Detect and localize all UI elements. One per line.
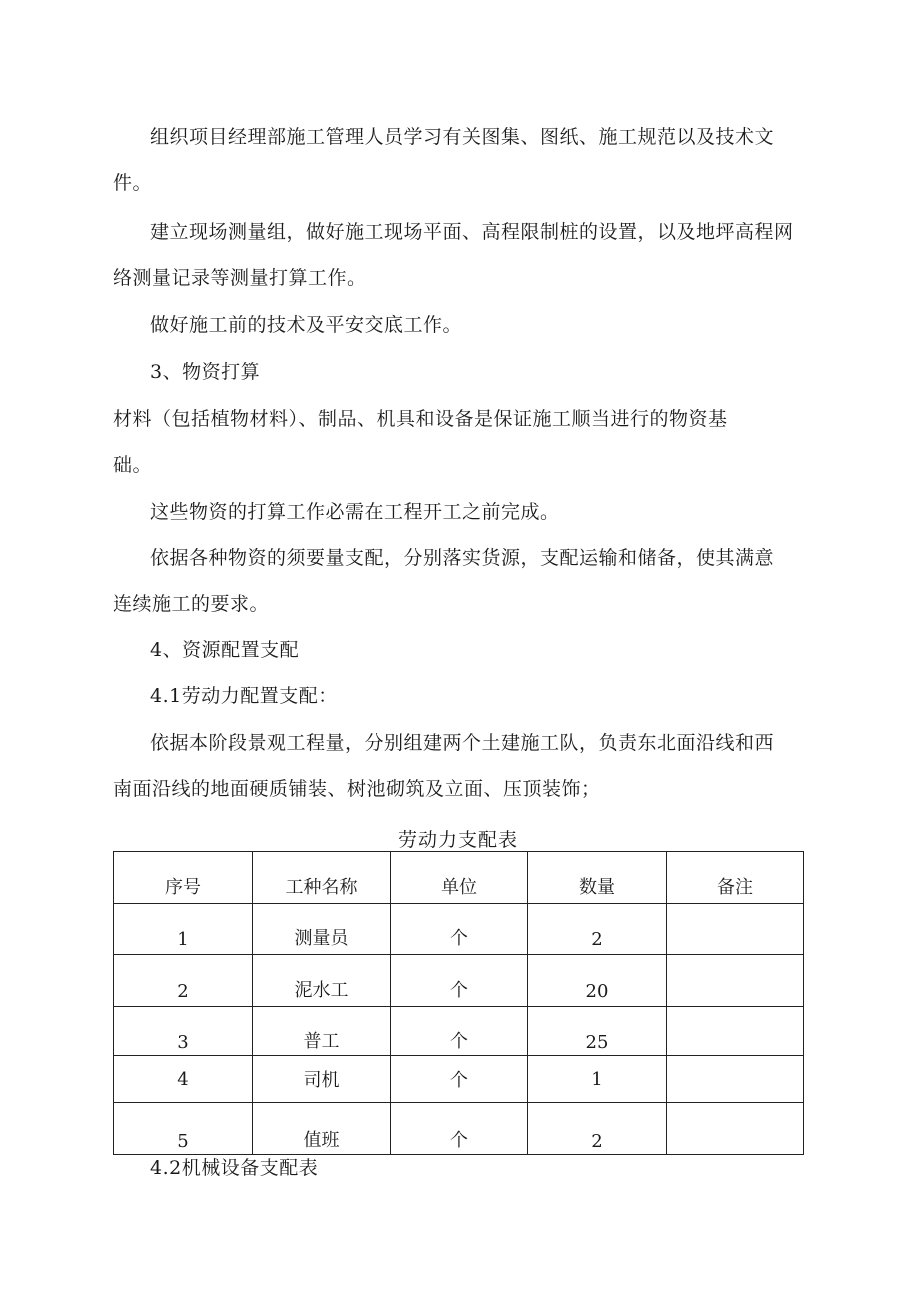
- cell-qty: 1: [528, 1056, 667, 1103]
- cell-unit: 个: [391, 1103, 528, 1155]
- cell-unit: 个: [391, 904, 528, 955]
- cell-remark: [667, 1007, 804, 1056]
- labor-table: [113, 851, 804, 1155]
- cell-trade: 值班: [253, 1103, 391, 1155]
- header-cell-remark: 备注: [667, 852, 804, 904]
- cell-remark: [667, 955, 804, 1007]
- paragraph-line: 南面沿线的地面硬质铺装、树池砌筑及立面、压顶装饰；: [113, 778, 601, 800]
- table-row: [114, 1056, 804, 1103]
- paragraph-line: 这些物资的打算工作必需在工程开工之前完成。: [150, 501, 560, 523]
- header-cell-seq: 序号: [114, 852, 253, 904]
- cell-remark: [667, 1103, 804, 1155]
- cell-seq: 1: [114, 904, 253, 955]
- header-cell-trade: 工种名称: [253, 852, 391, 904]
- cell-seq: 4: [114, 1056, 253, 1103]
- cell-remark: [667, 1056, 804, 1103]
- cell-seq: 3: [114, 1007, 253, 1056]
- cell-trade: 泥水工: [253, 955, 391, 1007]
- cell-trade: 普工: [253, 1007, 391, 1056]
- section-heading-4-2: 4.2机械设备支配表: [150, 1157, 319, 1179]
- cell-seq: 2: [114, 955, 253, 1007]
- paragraph-line: 连续施工的要求。: [113, 593, 270, 615]
- cell-trade: 司机: [253, 1056, 391, 1103]
- paragraph-line: 材料（包括植物材料）、制品、机具和设备是保证施工顺当进行的物资基: [113, 408, 728, 430]
- cell-seq: 5: [114, 1103, 253, 1155]
- paragraph-line: 依据各种物资的须要量支配，分别落实货源，支配运输和储备，使其满意: [150, 547, 775, 569]
- paragraph-line: 组织项目经理部施工管理人员学习有关图集、图纸、施工规范以及技术文: [150, 126, 775, 148]
- paragraph-line: 络测量记录等测量打算工作。: [113, 267, 367, 289]
- table-row: [114, 1103, 804, 1155]
- header-cell-qty: 数量: [528, 852, 667, 904]
- cell-unit: 个: [391, 1056, 528, 1103]
- paragraph-line: 做好施工前的技术及平安交底工作。: [150, 314, 463, 336]
- section-heading-4: 4、资源配置支配: [150, 639, 300, 661]
- table-caption: 劳动力支配表: [397, 829, 518, 851]
- cell-qty: 2: [528, 1103, 667, 1155]
- header-cell-unit: 单位: [391, 852, 528, 904]
- table-header-row: [114, 852, 804, 904]
- table-row: [114, 1007, 804, 1056]
- cell-unit: 个: [391, 1007, 528, 1056]
- paragraph-line: 建立现场测量组，做好施工现场平面、高程限制桩的设置，以及地坪高程网: [150, 221, 794, 243]
- cell-qty: 2: [528, 904, 667, 955]
- section-heading-4-1: 4.1劳动力配置支配：: [150, 685, 338, 707]
- table-row: [114, 955, 804, 1007]
- cell-qty: 20: [528, 955, 667, 1007]
- cell-qty: 25: [528, 1007, 667, 1056]
- paragraph-line: 件。: [113, 172, 153, 194]
- section-heading-3: 3、物资打算: [150, 361, 261, 383]
- table-row: [114, 904, 804, 955]
- cell-trade: 测量员: [253, 904, 391, 955]
- cell-remark: [667, 904, 804, 955]
- paragraph-line: 依据本阶段景观工程量，分别组建两个土建施工队，负责东北面沿线和西: [150, 732, 775, 754]
- paragraph-line: 础。: [113, 454, 153, 476]
- cell-unit: 个: [391, 955, 528, 1007]
